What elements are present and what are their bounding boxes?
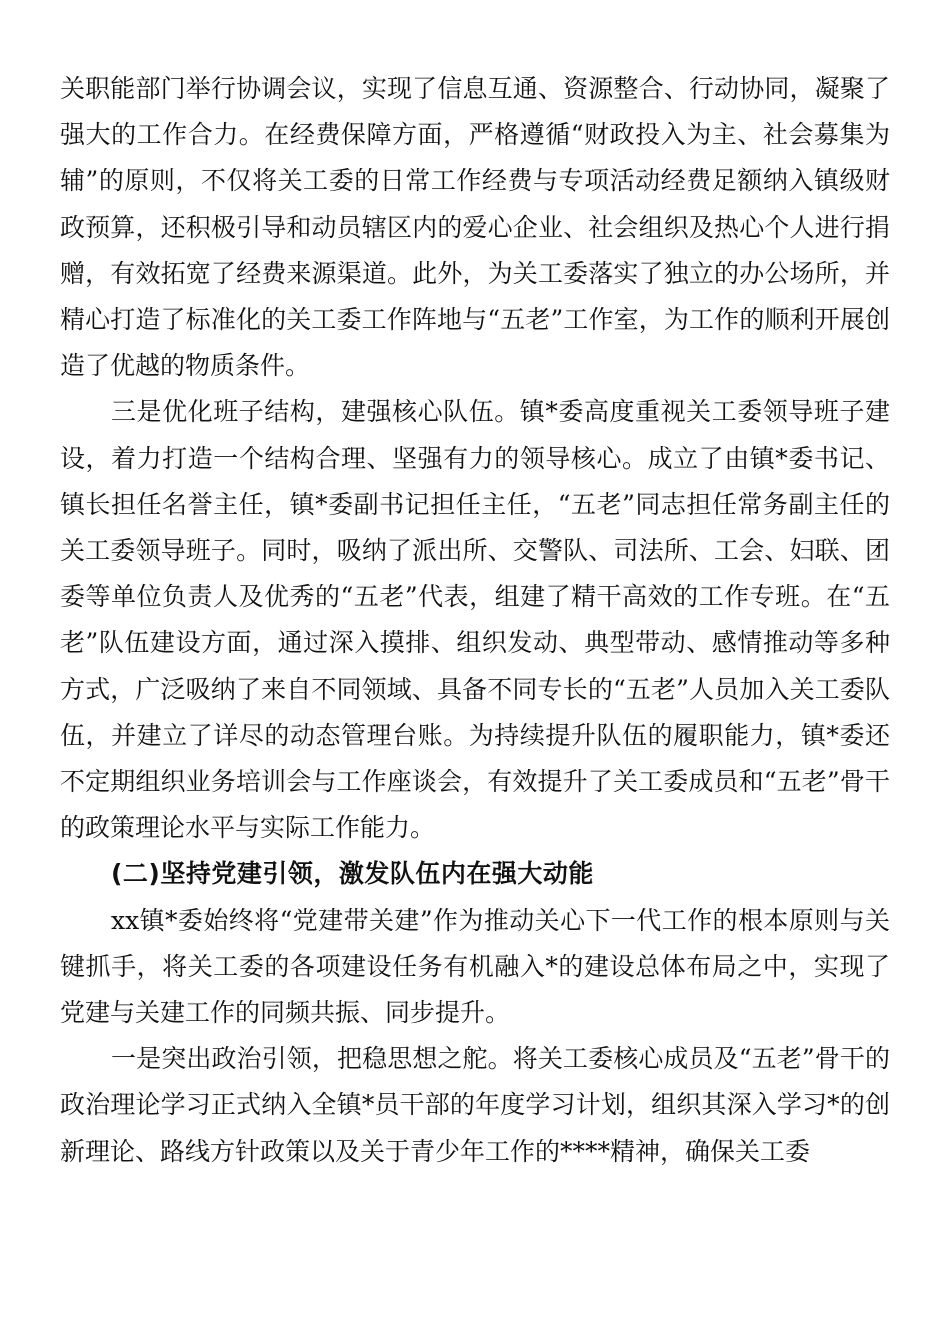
section-heading-party-building: (二)坚持党建引领，激发队伍内在强大动能 bbox=[111, 859, 594, 889]
paragraph-party-building-intro: xx镇*委始终将“党建带关建”作为推动关心下一代工作的根本原则与关键抓手，将关工委的各项建设任务有机融入*的建设总体布局之中，实现了党建与关建工作的同频共振、同步提升。 bbox=[60, 905, 890, 1028]
paragraph-political-guidance: 一是突出政治引领，把稳思想之舵。将关工委核心成员及“五老”骨干的政治理论学习正式纳入全镇*员干部的年度学习计划，组织其深入学习*的创新理论、路线方针政策以及关于青少年工作的****精神，确保关工委 bbox=[60, 1044, 890, 1166]
document-page bbox=[60, 66, 890, 1175]
paragraph-optimize-leadership-team: 三是优化班子结构，建强核心队伍。镇*委高度重视关工委领导班子建设，着力打造一个结构合理、坚强有力的领导核心。成立了由镇*委书记、镇长担任名誉主任，镇*委副书记担任主任，“五老”同志担任常务副主任的关工委领导班子。同时，吸纳了派出所、交警队、司法所、工会、妇联、团委等单位负责人及优秀的“五老”代表，组建了精干高效的工作专班。在“五老”队伍建设方面，通过深入摸排、组织发动、典型带动、感情推动等多种方式，广泛吸纳了来自不同领域、具备不同专长的“五老”人员加入关工委队伍，并建立了详尽的动态管理台账。为持续提升队伍的履职能力，镇*委还不定期组织业务培训会与工作座谈会，有效提升了关工委成员和“五老”骨干的政策理论水平与实际工作能力。 bbox=[60, 397, 890, 843]
paragraph-funding-and-facilities: 关职能部门举行协调会议，实现了信息互通、资源整合、行动协同，凝聚了强大的工作合力。在经费保障方面，严格遵循“财政投入为主、社会募集为辅”的原则，不仅将关工委的日常工作经费与专项活动经费足额纳入镇级财政预算，还积极引导和动员辖区内的爱心企业、社会组织及热心个人进行捐赠，有效拓宽了经费来源渠道。此外，为关工委落实了独立的办公场所，并精心打造了标准化的关工委工作阵地与“五老”工作室，为工作的顺利开展创造了优越的物质条件。 bbox=[60, 74, 890, 381]
